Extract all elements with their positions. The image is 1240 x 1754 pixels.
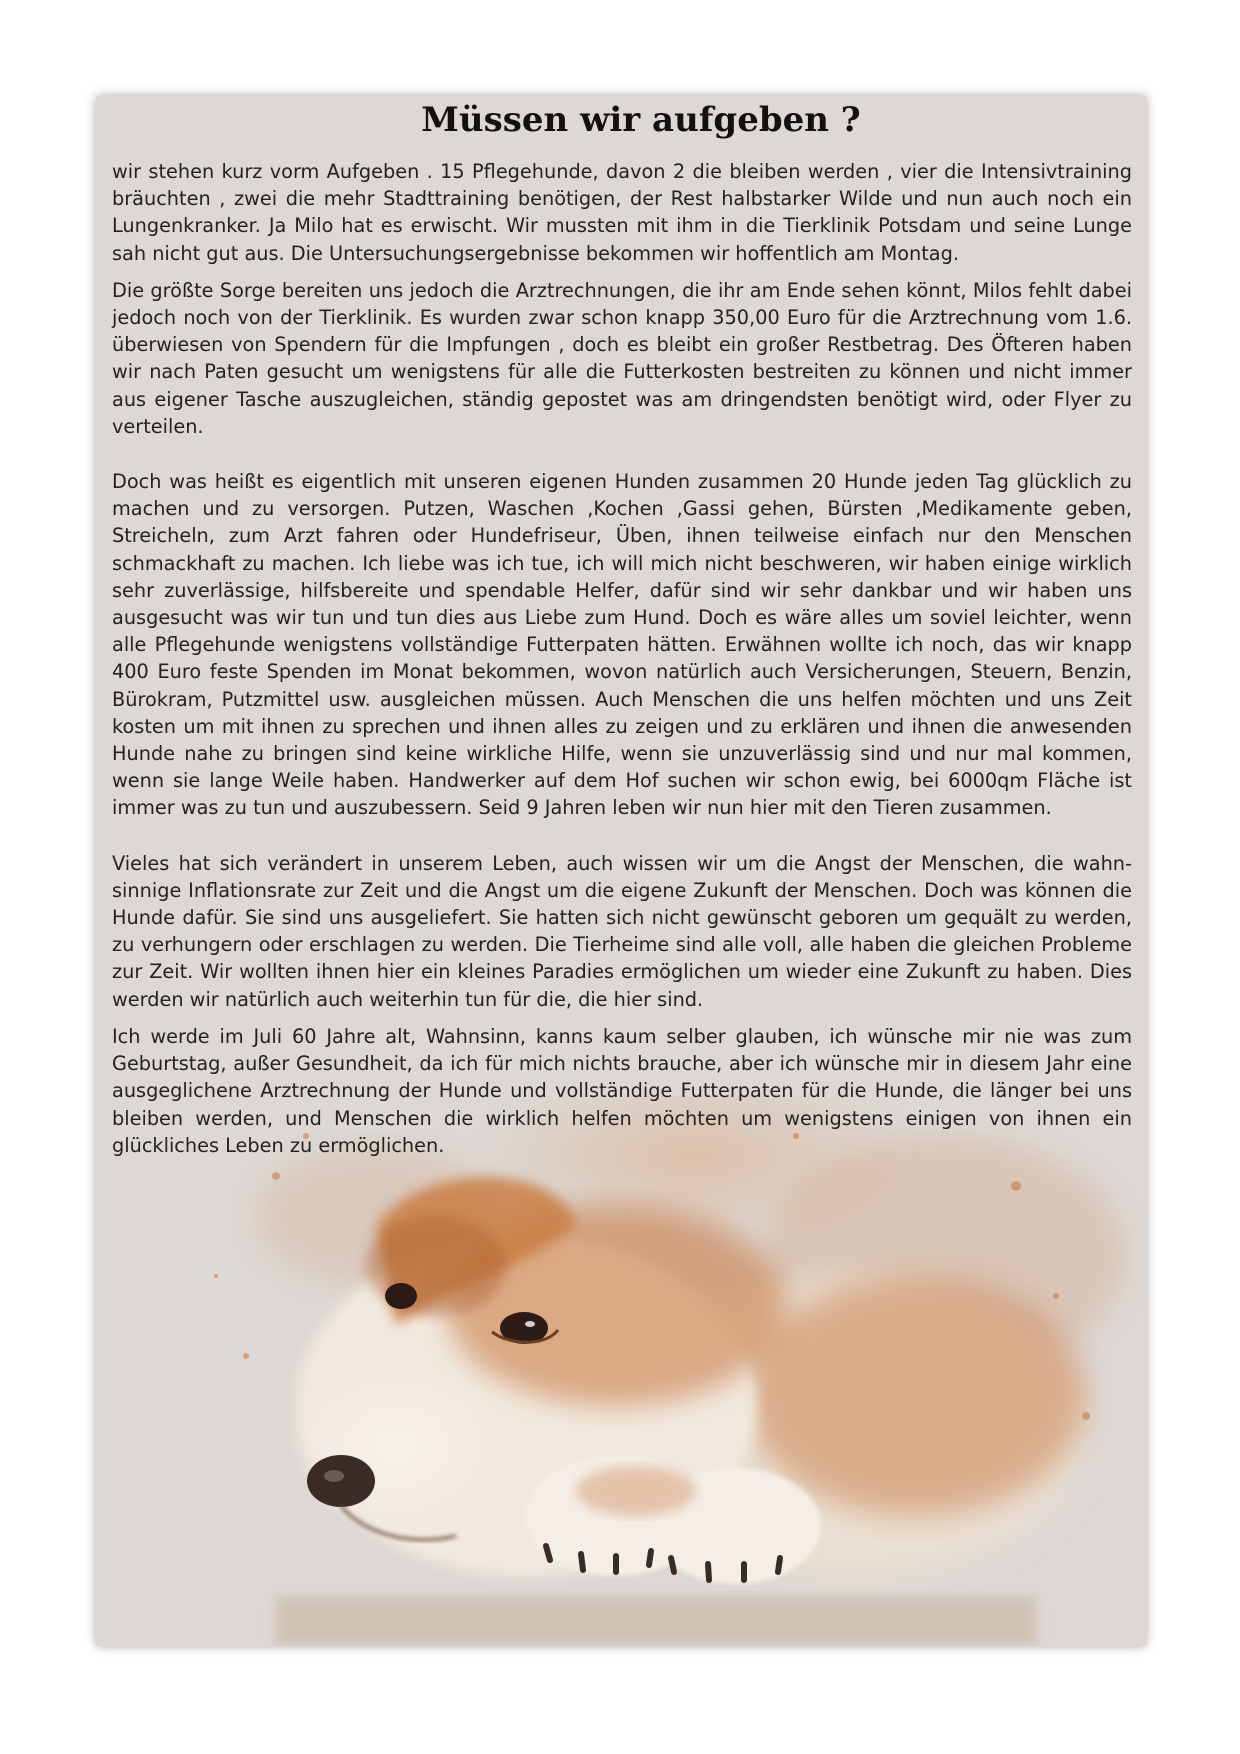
paragraph: Doch was heißt es eigentlich mit unseren eigenen Hunden zusammen 20 Hunde jeden Tag glücklich zu machen und zu versorgen. Putzen, Waschen ,Kochen ,Gassi gehen, Bürsten ,Medikamente geben, Streicheln, zum Arzt fahren oder Hundefriseur, Üben, ihnen teilweise einfach nur den Menschen schmackhaft zu machen. Ich liebe was ich tue, ich will mich nicht beschweren, wir haben einige wirklich sehr zuverlässige, hilfsbereite und spendable Helfer, dafür sind wir sehr dankbar und wir haben uns ausgesucht was wir tun und tun dies aus Liebe zum Hund. Doch es wäre alles um soviel leichter, wenn alle Pflegehunde wenigstens vollständige Futterpaten hätten. Erwähnen wollte ich noch, das wir knapp 400 Euro feste Spenden im Monat bekommen, wovon natürlich auch Versicherungen, Steuern, Benzin, Bürokram, Putzmittel usw. ausgleichen müssen. Auch Menschen die uns helfen möchten und uns Zeit kosten um mit ihnen zu sprechen und ihnen alles zu zeigen und zu erklären und ihnen die anwesenden Hunde nahe zu bringen sind keine wirkliche Hilfe, wenn sie unzuverlässig sind und nur mal kommen, wenn sie lange Weile haben. Handwerker auf dem Hof suchen wir schon ewig, bei 6000qm Fläche ist immer was zu tun und auszubessern. Seid 9 Jahren leben wir nun hier mit den Tieren zusammen. <box>112 470 1132 820</box>
paragraph: wir stehen kurz vorm Aufgeben . 15 Pflegehunde, davon 2 die bleiben werden , vier die Intensivtraining bräuchten , zwei die mehr Stadttraining benötigen, der Rest halbstarker Wilde und nun auch noch ein Lungenkranker. Ja Milo hat es erwischt. Wir mussten mit ihm in die Tierklinik Potsdam und seine Lunge sah nicht gut aus. Die Untersuchungsergebnisse bekommen wir hoffentlich am Montag. <box>112 160 1132 265</box>
paragraph: Vieles hat sich verändert in unserem Leben, auch wissen wir um die Angst der Menschen, die wahnsinnige Inflationsrate zur Zeit und die Angst um die eigene Zukunft der Menschen. Doch was können die Hunde dafür. Sie sind uns ausgeliefert. Sie hatten sich nicht gewünscht geboren um gequält zu werden, zu verhungern oder erschlagen zu werden. Die Tierheime sind alle voll, alle haben die gleichen Probleme zur Zeit. Wir wollten ihnen hier ein kleines Paradies ermöglichen um wieder eine Zukunft zu haben. Dies werden wir natürlich auch weiterhin tun für die, die hier sind. <box>112 851 1132 1011</box>
page-title: Müssen wir aufgeben ? <box>421 100 861 140</box>
paragraph: Ich werde im Juli 60 Jahre alt, Wahnsinn, kanns kaum selber glauben, ich wünsche mir nie was zum Geburtstag, außer Gesundheit, da ich für mich nichts brauche, aber ich wünsche mir in diesem Jahr eine ausgeglichene Arztrechnung der Hunde und vollständige Futterpaten für die Hunde, die länger bei uns bleiben werden, und Menschen die wirklich helfen möchten um wenigstens einigen von ihnen ein glückliches Leben zu ermöglichen. <box>112 1024 1132 1157</box>
article-body <box>112 158 1132 1159</box>
document-page <box>96 96 1146 1646</box>
paragraph: Die größte Sorge bereiten uns jedoch die Arztrechnungen, die ihr am Ende sehen könnt, Milos fehlt dabei jedoch noch von der Tierklinik. Es wurden zwar schon knapp 350,00 Euro für die Arztrechnung vom 1.6. überwiesen von Spendern für die Impfungen , doch es bleibt ein großer Restbetrag. Des Öfteren haben wir nach Paten gesucht um wenigstens für alle die Futterkosten bestreiten zu können und nicht immer aus eigener Tasche auszugleichen, ständig gepostet was am dringendsten benötigt wird, oder Flyer zu verteilen. <box>112 278 1132 438</box>
watercolor-dog-illustration-icon <box>96 1096 1146 1646</box>
